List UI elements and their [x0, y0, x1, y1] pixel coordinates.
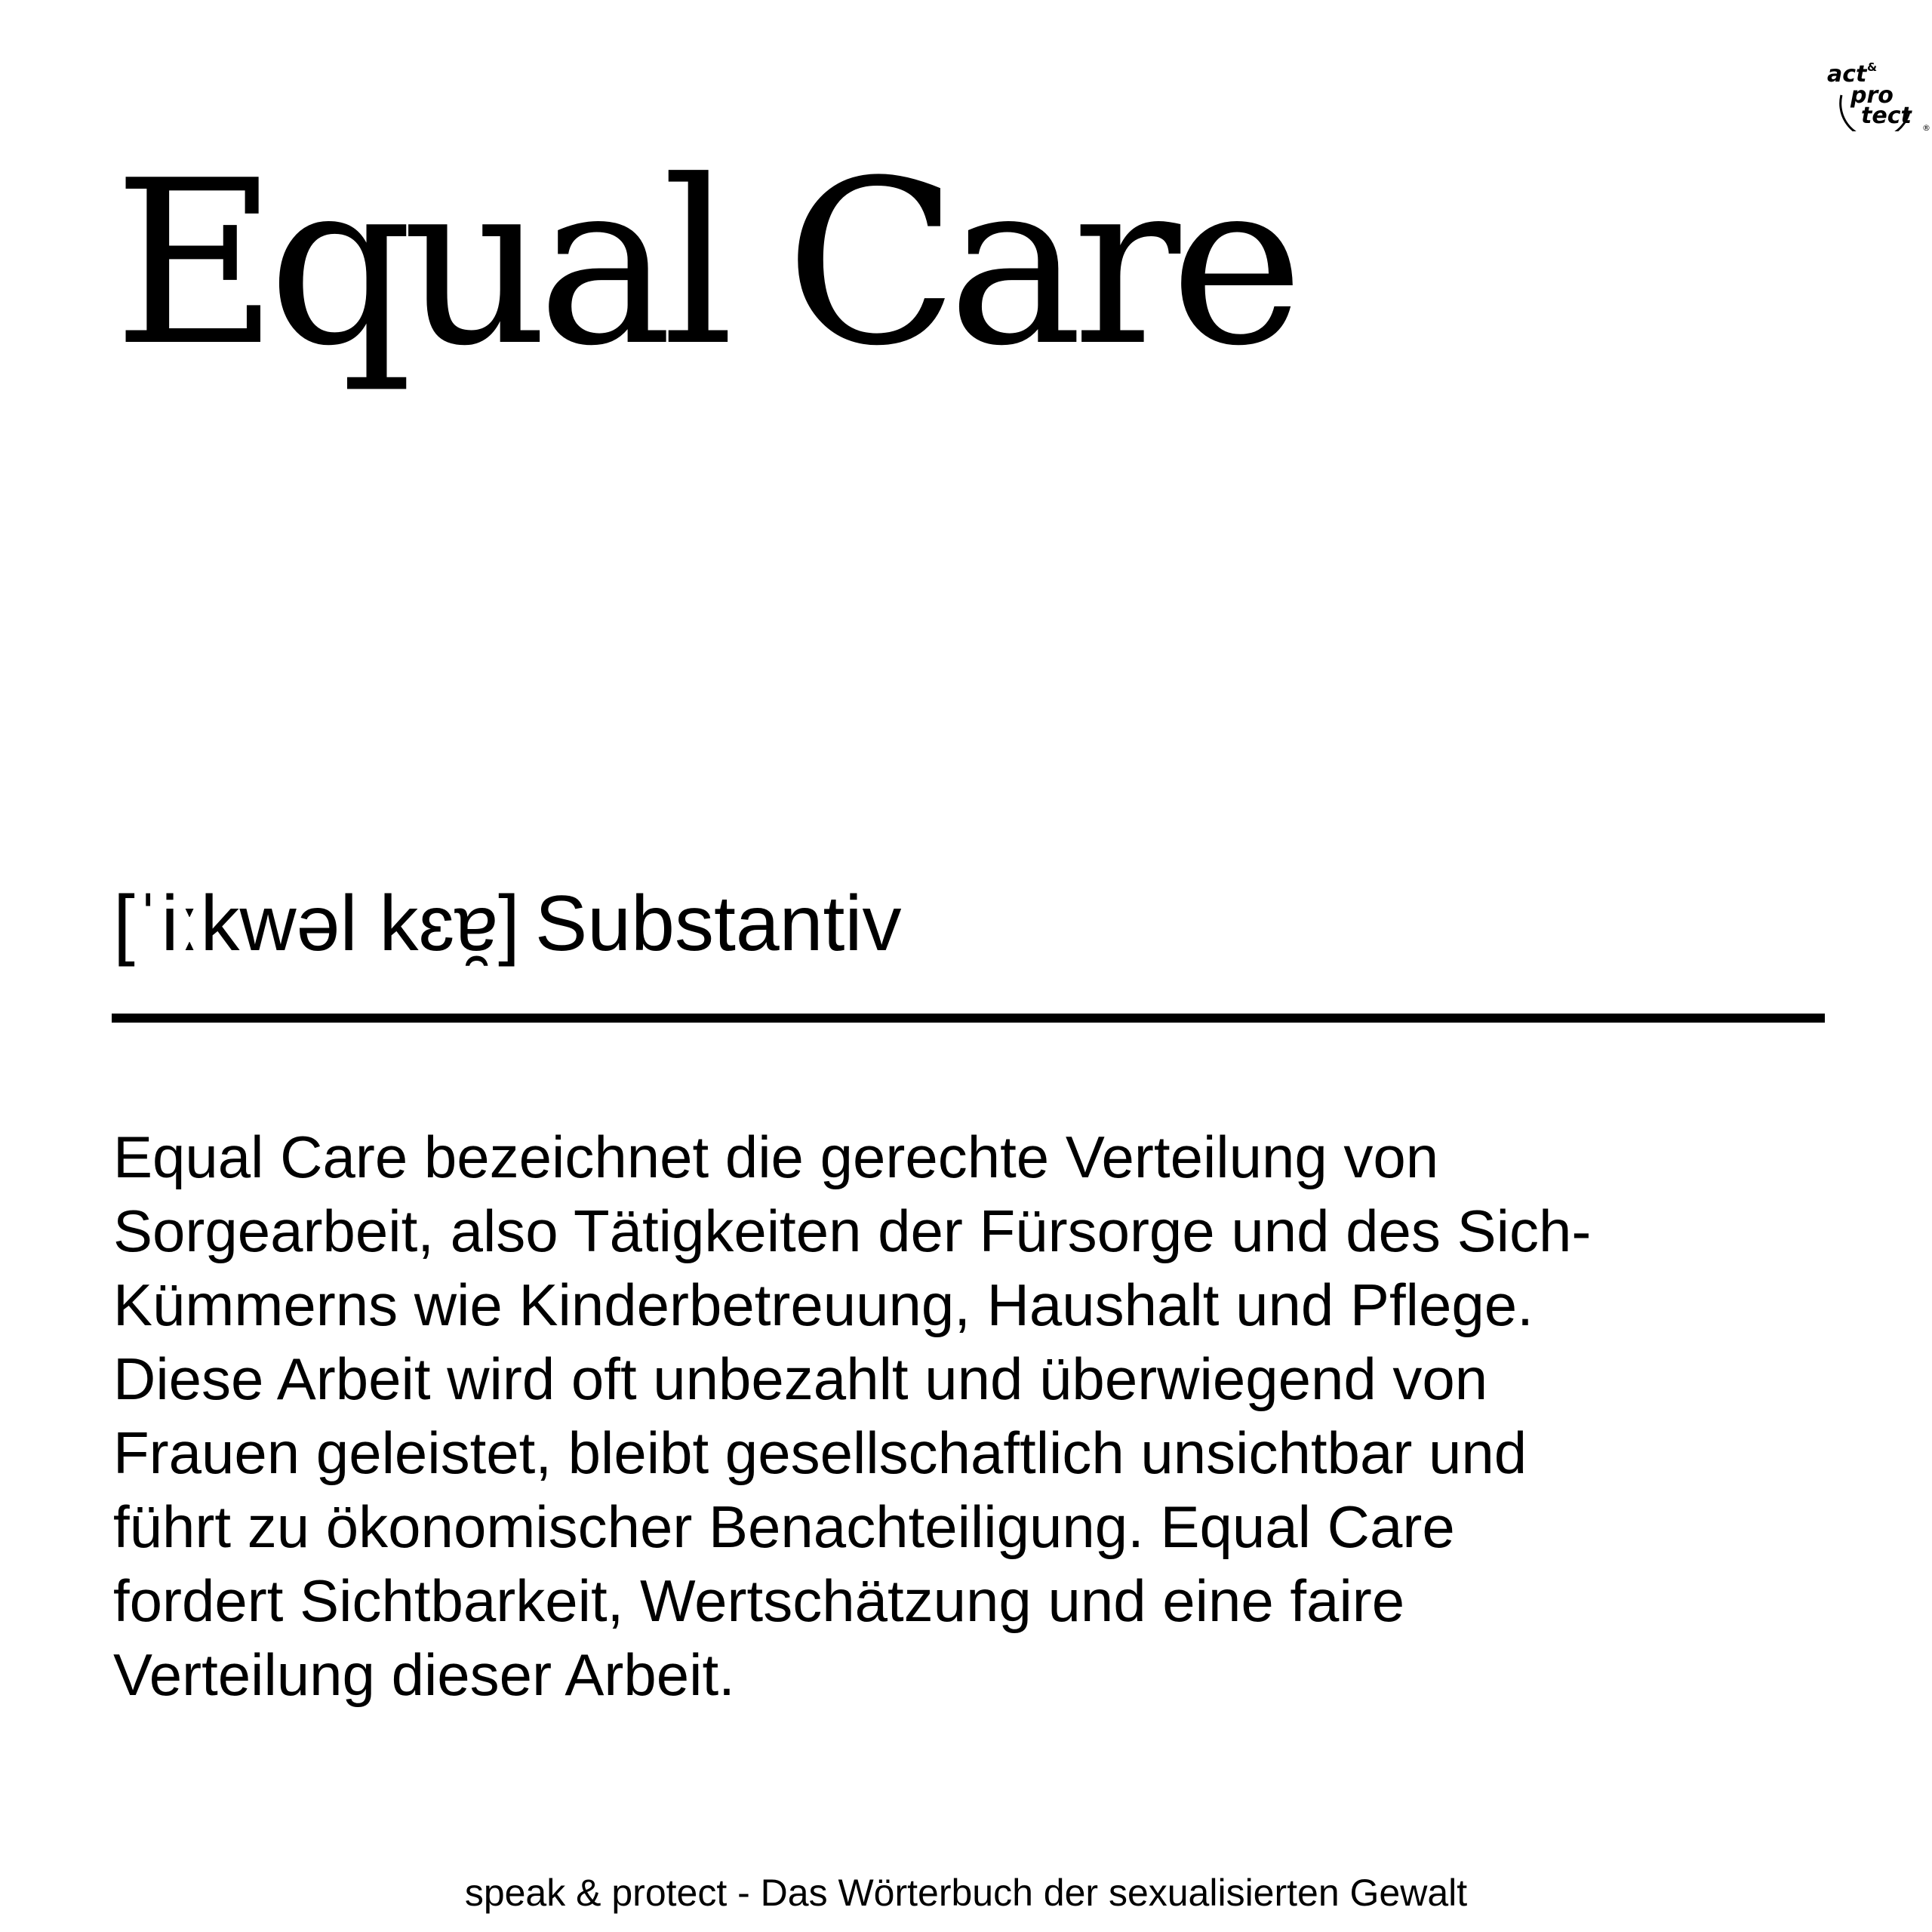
headword-title: Equal Care [113, 132, 1294, 395]
word-class: Substantiv [534, 880, 902, 968]
act-and-protect-logo [1825, 56, 1932, 131]
logo-text-tect: tect [1861, 103, 1912, 129]
definition-line: führt zu ökonomischer Benachteiligung. Equal Care [113, 1494, 1455, 1560]
definition-text [113, 1120, 1849, 1712]
definition-line: Frauen geleistet, bleibt gesellschaftlich unsichtbar und [113, 1420, 1527, 1486]
definition-line: Kümmerns wie Kinderbetreuung, Haushalt und Pflege. [113, 1272, 1534, 1338]
definition-line: Equal Care bezeichnet die gerechte Verteilung von [113, 1124, 1439, 1190]
pronunciation-line [113, 877, 902, 971]
footer-caption: speak & protect - Das Wörterbuch der sexualisierten Gewalt [464, 1872, 1468, 1914]
definition-line: Sorgearbeit, also Tätigkeiten der Fürsorge und des Sich- [113, 1198, 1592, 1264]
logo-ampersand: & [1867, 60, 1878, 74]
logo-registered-mark: ® [1922, 123, 1930, 131]
definition-line: Verteilung dieser Arbeit. [113, 1641, 735, 1708]
logo-text-pro: pro [1850, 82, 1894, 109]
definition-line: Diese Arbeit wird oft unbezahlt und überwiegend von [113, 1346, 1488, 1412]
pronunciation: [ˈiːkwəl kɛɐ̯] [113, 880, 520, 968]
definition-line: fordert Sichtbarkeit, Wertschätzung und eine faire [113, 1567, 1405, 1634]
divider-rule [112, 1014, 1825, 1023]
logo-text-act: act [1827, 61, 1867, 88]
